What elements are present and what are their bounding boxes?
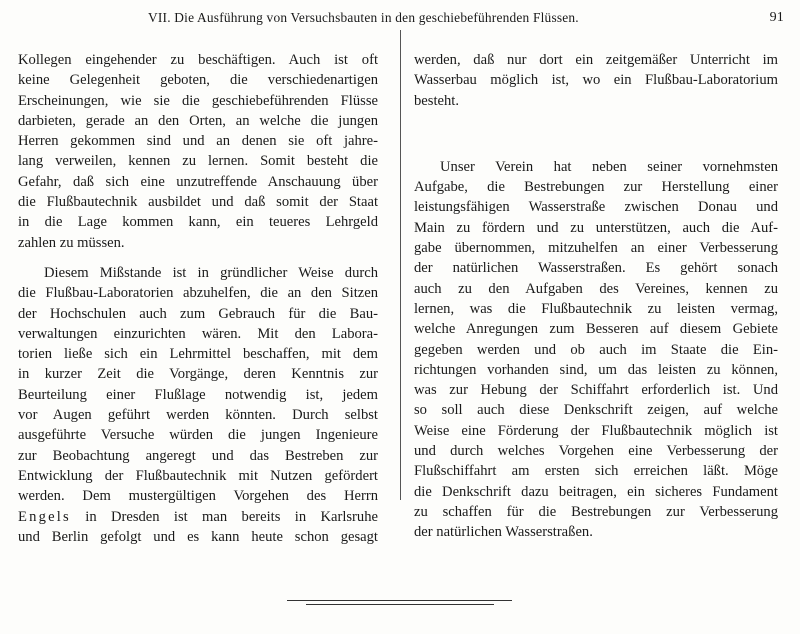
running-header <box>0 10 800 32</box>
text-line: so soll auch diese Denkschrift zeigen, auf welche <box>414 402 778 419</box>
text-line: lernen, was die Flußbautechnik zu leisten vermag, <box>414 300 778 317</box>
column-divider <box>400 30 401 500</box>
page-number: 91 <box>769 10 784 25</box>
text-line: werden, daß nur dort ein zeitgemäßer Unterricht im <box>414 52 778 68</box>
left-paragraph-2 <box>18 263 378 547</box>
text-line: der natürlichen Wasserstraßen. <box>414 524 593 541</box>
text-line <box>18 507 378 527</box>
left-column <box>18 50 378 557</box>
text-line: die Flußbau-Laboratorien abzuhelfen, die an den Sitzen <box>18 285 378 302</box>
text-line: Kollegen eingehender zu beschäftigen. Auch ist oft <box>18 52 378 68</box>
text-line: Aufgabe, die Bestrebungen zur Herstellung einer <box>414 179 778 196</box>
right-paragraph-2 <box>414 157 778 543</box>
text-line: Beurteilung einer Flußlage notwendig ist, jedem <box>18 386 378 403</box>
text-line: werden. Dem mustergültigen Vorgehen des Herrn <box>18 488 378 505</box>
text-line: Herren gekommen sind und an denen sie oft jahre- <box>18 133 378 150</box>
text-line: Wasserbau möglich ist, wo ein Flußbau-Laboratorium <box>414 72 778 89</box>
text-line: der natürlichen Wasserstraßen. Es gehört sonach <box>414 260 778 277</box>
text-line: in die Lage kommen kann, ein teueres Lehrgeld <box>18 214 378 231</box>
footer-rule <box>306 604 494 605</box>
text-line: vor Augen geführt werden könnten. Durch selbst <box>18 407 378 424</box>
text-line: verwaltungen einzurichten wären. Mit den Labora- <box>18 325 378 342</box>
text-line: lang verweilen, kennen zu lernen. Somit besteht die <box>18 153 378 170</box>
text-line: ausgeführte Versuche würden die jungen Ingenieure <box>18 427 378 444</box>
text-line: auch zu den Aufgaben des Vereines, kennen zu <box>414 280 778 297</box>
text-line: zahlen zu müssen. <box>18 234 125 251</box>
text-line: Flußschiffahrt am ersten sich erreichen läßt. Möge <box>414 463 778 480</box>
text-line: was zur Hebung der Schiffahrt erforderlich ist. Und <box>414 382 778 399</box>
text-line: leistungsfähigen Wasserstraße zwischen Donau und <box>414 199 778 216</box>
text-fragment: in Dresden ist man bereits in Karlsruhe <box>85 508 378 525</box>
footer-rule <box>287 600 512 601</box>
right-column <box>414 50 778 553</box>
person-name-engels: Engels <box>18 508 71 525</box>
text-line: besteht. <box>414 92 459 109</box>
right-paragraph-1 <box>414 50 778 111</box>
text-line: gabe übernommen, mitzuhelfen an einer Verbesserung <box>414 240 778 257</box>
text-line: gegeben werden und ob auch im Staate die Ein- <box>414 341 778 358</box>
text-line: Diesem Mißstande ist in gründlicher Weise durch <box>44 264 378 281</box>
text-line: torien ließe sich ein Lehrmittel beschaffen, mit dem <box>18 346 378 363</box>
text-line: zu schaffen für die Bestrebungen zur Verbesserung <box>414 503 778 520</box>
text-line: und durch welches Vorgehen eine Verbesserung der <box>414 443 778 460</box>
running-title: VII. Die Ausführung von Versuchsbauten in den geschiebeführenden Flüssen. <box>148 10 579 25</box>
text-line: Main zu fördern und zu unterstützen, auch die Auf- <box>414 219 778 236</box>
text-line: in kurzer Zeit die Vorgänge, deren Kenntnis zur <box>18 366 378 383</box>
text-line: und Berlin gefolgt und es kann heute schon gesagt <box>18 528 378 545</box>
text-line: Unser Verein hat neben seiner vornehmsten <box>440 158 778 175</box>
text-line: Erscheinungen, wie sie die geschiebeführenden Flüsse <box>18 92 378 109</box>
text-line: darbieten, gerade an den Orten, an welche die jungen <box>18 112 378 129</box>
text-line: die Flußbautechnik ausbildet und daß somit der Staat <box>18 194 378 211</box>
left-paragraph-1 <box>18 50 378 253</box>
text-line: keine Gelegenheit geboten, die verschiedenartigen <box>18 72 378 89</box>
text-line: richtungen vorhanden sind, um das leisten zu können, <box>414 361 778 378</box>
text-line: zur Beobachtung angeregt und das Bestreben zur <box>18 447 378 464</box>
text-line: Entwicklung der Flußbautechnik mit Nutzen gefördert <box>18 467 378 484</box>
text-line: Gefahr, daß sich eine unzutreffende Anschauung über <box>18 173 378 190</box>
text-line: welche Anregungen zum Besseren auf diesem Gebiete <box>414 321 778 338</box>
text-line: Weise eine Förderung der Flußbautechnik möglich ist <box>414 422 778 439</box>
text-line: die Denkschrift dazu beitragen, ein sicheres Fundament <box>414 483 778 500</box>
text-line: der Hochschulen auch zum Gebrauch für die Bau- <box>18 305 378 322</box>
